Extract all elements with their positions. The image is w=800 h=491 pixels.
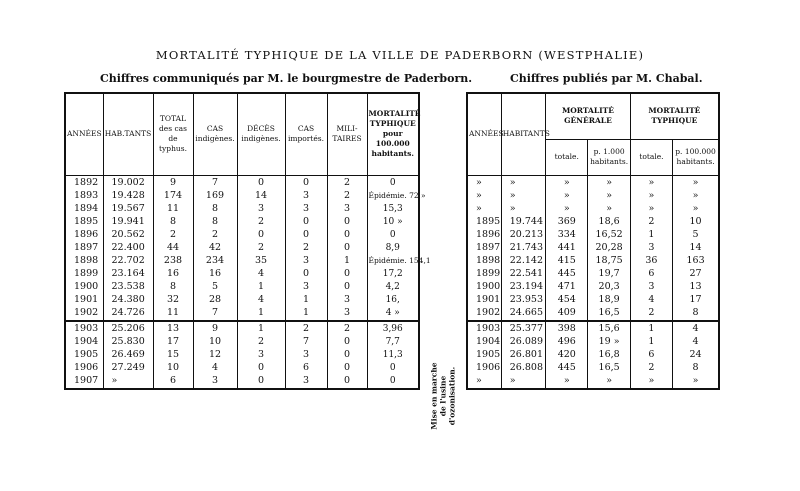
table-row: [65, 349, 419, 362]
cell-habitants: 25.377: [501, 321, 545, 336]
cell-annee: 1902: [476, 307, 501, 318]
cell-mt-tot: 3: [630, 281, 672, 294]
cell-habitants: 22.142: [501, 255, 545, 268]
header-mortalite: MORTALITÉ TYPHIQUE pour 100.000 habitants.: [367, 93, 419, 175]
cell-habitants: 24.665: [501, 307, 545, 321]
cell-mort: 17,2: [367, 268, 419, 281]
cell-total: 6: [153, 375, 193, 389]
cell-mort: 0: [367, 362, 419, 375]
cell-cas-imp: 6: [285, 362, 327, 375]
cell-habitants: 21.743: [501, 242, 545, 255]
cell-deces-ind: 35: [237, 255, 285, 268]
cell-annee: 1899: [476, 268, 501, 279]
table-row: [65, 268, 419, 281]
cell-mort: 7,7: [367, 336, 419, 349]
left-table: [64, 92, 431, 390]
cell-mg-tot: 454: [546, 294, 588, 307]
cell-mt-p: 17: [673, 294, 719, 307]
cell-cas-ind: 8: [193, 203, 237, 216]
cell-mil: 0: [327, 375, 367, 389]
table-row: [467, 175, 719, 190]
cell-annee: 1894: [74, 203, 99, 214]
cell-deces-ind: 0: [237, 362, 285, 375]
cell-annee: 1904: [74, 336, 99, 347]
cell-deces-ind: 14: [237, 190, 285, 203]
table-row: [65, 255, 419, 268]
cell-mort: 0: [367, 175, 419, 190]
cell-annee: 1904: [476, 336, 501, 347]
cell-mg-p: »: [588, 203, 630, 216]
table-row: [65, 175, 419, 190]
cell-habitants: 22.541: [501, 268, 545, 281]
cell-annee: 1898: [476, 255, 501, 266]
cell-annee: 1902: [74, 307, 99, 318]
cell-cas-imp: 0: [285, 268, 327, 281]
cell-total: 238: [153, 255, 193, 268]
cell-mort: Épidémie. 154,1: [367, 255, 419, 268]
cell-mg-tot: 445: [546, 362, 588, 375]
cell-habitants: 25.830: [103, 336, 153, 349]
cell-total: 17: [153, 336, 193, 349]
cell-mil: 0: [327, 281, 367, 294]
header-mortalite-typhique: MORTALITÉ TYPHIQUE: [630, 93, 719, 139]
cell-annee: »: [476, 190, 482, 201]
cell-cas-ind: 10: [193, 336, 237, 349]
cell-mil: 2: [327, 190, 367, 203]
cell-deces-ind: 2: [237, 336, 285, 349]
cell-mil: 0: [327, 242, 367, 255]
table-row: [467, 203, 719, 216]
header-habitants: HAB.TANTS: [103, 93, 153, 175]
cell-mt-tot: 1: [630, 336, 672, 349]
cell-mt-tot: »: [630, 190, 672, 203]
cell-habitants: 24.726: [103, 307, 153, 321]
right-table-header-row-top: [467, 93, 719, 139]
cell-mort: Épidémie. 72 »: [367, 190, 419, 203]
cell-mt-p: 4: [673, 336, 719, 349]
cell-habitants: »: [501, 190, 545, 203]
cell-habitants: 27.249: [103, 362, 153, 375]
cell-mg-p: 16,5: [588, 307, 630, 321]
cell-cas-imp: 0: [285, 216, 327, 229]
cell-mt-tot: 1: [630, 229, 672, 242]
cell-total: 9: [153, 175, 193, 190]
cell-habitants: 22.400: [103, 242, 153, 255]
side-note-line-2: de l'usine: [438, 375, 448, 417]
cell-habitants: »: [501, 203, 545, 216]
cell-habitants: 19.002: [103, 175, 153, 190]
header-mortalite-generale: MORTALITÉ GÉNÉRALE: [546, 93, 631, 139]
cell-habitants: »: [103, 375, 153, 389]
right-table-body: [467, 175, 719, 389]
cell-habitants: 23.164: [103, 268, 153, 281]
cell-total: 2: [153, 229, 193, 242]
table-row: [467, 190, 719, 203]
cell-habitants: 23.953: [501, 294, 545, 307]
cell-mort: 10 »: [367, 216, 419, 229]
cell-cas-imp: 3: [285, 190, 327, 203]
cell-mil: 3: [327, 307, 367, 321]
cell-cas-ind: 7: [193, 175, 237, 190]
cell-mg-p: 15,6: [588, 321, 630, 336]
header-annees-right: ANNÉES: [467, 93, 501, 175]
table-row: [65, 216, 419, 229]
cell-mg-tot: 415: [546, 255, 588, 268]
page-title: MORTALITÉ TYPHIQUE DE LA VILLE DE PADERBORN (WESTPHALIE): [155, 48, 645, 62]
cell-cas-ind: 234: [193, 255, 237, 268]
header-total: TOTAL des cas de typhus.: [153, 93, 193, 175]
table-row: [467, 281, 719, 294]
table-row: [467, 216, 719, 229]
cell-cas-imp: 1: [285, 307, 327, 321]
cell-deces-ind: 2: [237, 216, 285, 229]
cell-mil: 0: [327, 216, 367, 229]
cell-mg-p: »: [588, 190, 630, 203]
cell-habitants: 20.213: [501, 229, 545, 242]
cell-mg-p: 20,28: [588, 242, 630, 255]
cell-mt-tot: 3: [630, 242, 672, 255]
cell-mt-p: 163: [673, 255, 719, 268]
cell-cas-ind: 7: [193, 307, 237, 321]
cell-mg-tot: 369: [546, 216, 588, 229]
cell-mt-p: 4: [673, 321, 719, 336]
cell-annee: 1896: [74, 229, 99, 240]
cell-mil: 1: [327, 255, 367, 268]
cell-mt-tot: 6: [630, 268, 672, 281]
cell-mil: 0: [327, 229, 367, 242]
cell-mort: 15,3: [367, 203, 419, 216]
cell-habitants: 19.744: [501, 216, 545, 229]
cell-mg-tot: 441: [546, 242, 588, 255]
cell-cas-imp: 2: [285, 242, 327, 255]
table-row: [65, 321, 419, 336]
cell-deces-ind: 0: [237, 375, 285, 389]
cell-cas-ind: 28: [193, 294, 237, 307]
cell-mg-tot: 471: [546, 281, 588, 294]
cell-habitants: 26.808: [501, 362, 545, 375]
table-row: [65, 307, 419, 321]
table-row: [65, 294, 419, 307]
table-row: [65, 190, 419, 203]
cell-total: 174: [153, 190, 193, 203]
cell-annee: 1906: [74, 362, 99, 373]
cell-total: 13: [153, 321, 193, 336]
cell-deces-ind: 0: [237, 175, 285, 190]
table-row: [467, 321, 719, 336]
cell-mil: 0: [327, 336, 367, 349]
header-p100000: p. 100.000 habitants.: [673, 139, 719, 175]
cell-mt-p: 10: [673, 216, 719, 229]
left-table-body: [65, 175, 431, 389]
cell-total: 10: [153, 362, 193, 375]
cell-mt-p: 24: [673, 349, 719, 362]
cell-habitants: »: [501, 375, 545, 389]
cell-mg-tot: »: [546, 190, 588, 203]
cell-habitants: 26.801: [501, 349, 545, 362]
cell-annee: »: [476, 203, 482, 214]
table-row: [467, 229, 719, 242]
cell-deces-ind: 4: [237, 268, 285, 281]
cell-annee: 1903: [467, 321, 501, 336]
cell-cas-ind: 16: [193, 268, 237, 281]
cell-annee: 1901: [476, 294, 501, 305]
cell-mg-tot: 496: [546, 336, 588, 349]
cell-mt-p: »: [673, 375, 719, 389]
cell-mg-tot: »: [546, 203, 588, 216]
cell-mort: 4 »: [367, 307, 419, 321]
cell-annee: 1903: [65, 321, 103, 336]
cell-cas-ind: 3: [193, 375, 237, 389]
table-row: [467, 268, 719, 281]
cell-cas-imp: 0: [285, 175, 327, 190]
cell-mort: 11,3: [367, 349, 419, 362]
header-totale-1: totale.: [546, 139, 588, 175]
cell-annee: 1900: [74, 281, 99, 292]
table-row: [65, 203, 419, 216]
cell-mg-tot: 409: [546, 307, 588, 321]
cell-mt-p: 5: [673, 229, 719, 242]
cell-cas-ind: 4: [193, 362, 237, 375]
cell-habitants: 19.941: [103, 216, 153, 229]
cell-mg-tot: »: [546, 175, 588, 190]
cell-annee: 1895: [476, 216, 501, 227]
table-row: [467, 349, 719, 362]
cell-mil: 0: [327, 362, 367, 375]
table-row: [467, 362, 719, 375]
header-annees: ANNÉES: [65, 93, 103, 175]
cell-cas-imp: 3: [285, 281, 327, 294]
cell-habitants: 24.380: [103, 294, 153, 307]
cell-mt-tot: 2: [630, 362, 672, 375]
cell-total: 11: [153, 307, 193, 321]
table-row: [65, 375, 419, 389]
cell-annee: 1901: [74, 294, 99, 305]
cell-annee: 1897: [74, 242, 99, 253]
cell-cas-imp: 3: [285, 375, 327, 389]
table-row: [65, 362, 419, 375]
cell-total: 16: [153, 268, 193, 281]
cell-mt-p: »: [673, 190, 719, 203]
cell-mort: 3,96: [367, 321, 419, 336]
cell-mg-tot: 398: [546, 321, 588, 336]
cell-mt-p: 14: [673, 242, 719, 255]
cell-cas-imp: 0: [285, 229, 327, 242]
left-table-header-row: [65, 93, 419, 175]
cell-annee: 1905: [476, 349, 501, 360]
cell-total: 44: [153, 242, 193, 255]
cell-mort: 0: [367, 229, 419, 242]
cell-mort: 8,9: [367, 242, 419, 255]
cell-annee: 1893: [74, 190, 99, 201]
cell-annee: 1896: [476, 229, 501, 240]
cell-cas-imp: 3: [285, 255, 327, 268]
cell-mil: 0: [327, 268, 367, 281]
cell-cas-imp: 1: [285, 294, 327, 307]
cell-deces-ind: 3: [237, 349, 285, 362]
cell-mil: 0: [327, 349, 367, 362]
cell-mil: 3: [327, 294, 367, 307]
cell-habitants: 19.567: [103, 203, 153, 216]
cell-habitants: 26.469: [103, 349, 153, 362]
cell-mort: 0: [367, 375, 419, 389]
cell-mg-p: »: [588, 175, 630, 190]
table-row: [467, 242, 719, 255]
cell-cas-ind: 8: [193, 216, 237, 229]
subtitle-right: Chiffres publiés par M. Chabal.: [510, 72, 703, 85]
cell-cas-ind: 12: [193, 349, 237, 362]
cell-annee: »: [476, 176, 482, 188]
side-note-line-1: Mise en marche: [429, 362, 439, 430]
table-row: [467, 294, 719, 307]
cell-cas-imp: 7: [285, 336, 327, 349]
table-row: [467, 307, 719, 321]
header-cas-indigenes: CAS indigènes.: [193, 93, 237, 175]
cell-annee: »: [476, 375, 482, 386]
table-row: [65, 281, 419, 294]
cell-cas-imp: 3: [285, 349, 327, 362]
cell-cas-ind: 2: [193, 229, 237, 242]
cell-habitants: 20.562: [103, 229, 153, 242]
cell-annee: 1899: [74, 268, 99, 279]
cell-mt-tot: »: [630, 203, 672, 216]
header-militaires: MILI- TAIRES: [327, 93, 367, 175]
cell-mt-tot: 6: [630, 349, 672, 362]
cell-habitants: 22.702: [103, 255, 153, 268]
cell-habitants: »: [501, 175, 545, 190]
table-row: [467, 336, 719, 349]
cell-mil: 2: [327, 175, 367, 190]
cell-mt-tot: 36: [630, 255, 672, 268]
header-cas-importes: CAS importés.: [285, 93, 327, 175]
cell-total: 8: [153, 216, 193, 229]
cell-habitants: 19.428: [103, 190, 153, 203]
cell-deces-ind: 2: [237, 242, 285, 255]
cell-total: 32: [153, 294, 193, 307]
side-note-line-3: d'ozonisation.: [447, 366, 457, 426]
cell-cas-ind: 42: [193, 242, 237, 255]
cell-deces-ind: 1: [237, 281, 285, 294]
cell-mg-p: 18,9: [588, 294, 630, 307]
cell-mg-p: 18,75: [588, 255, 630, 268]
subtitle-left: Chiffres communiqués par M. le bourgmestre de Paderborn.: [100, 72, 473, 85]
cell-mt-p: 27: [673, 268, 719, 281]
cell-mg-p: 16,52: [588, 229, 630, 242]
cell-mt-tot: »: [630, 175, 672, 190]
cell-mg-p: 18,6: [588, 216, 630, 229]
table-row: [467, 375, 719, 389]
cell-annee: 1906: [476, 362, 501, 373]
cell-mg-p: 16,8: [588, 349, 630, 362]
header-p1000: p. 1.000 habitants.: [588, 139, 630, 175]
cell-deces-ind: 1: [237, 307, 285, 321]
cell-cas-ind: 169: [193, 190, 237, 203]
cell-mg-tot: 420: [546, 349, 588, 362]
cell-annee: 1905: [74, 349, 99, 360]
cell-annee: 1892: [74, 176, 99, 188]
cell-mt-tot: 4: [630, 294, 672, 307]
cell-habitants: 26.089: [501, 336, 545, 349]
cell-mg-tot: »: [546, 375, 588, 389]
cell-deces-ind: 4: [237, 294, 285, 307]
cell-mt-p: »: [673, 203, 719, 216]
cell-annee: 1898: [74, 255, 99, 266]
cell-total: 11: [153, 203, 193, 216]
cell-cas-imp: 2: [285, 321, 327, 336]
cell-mg-p: 19,7: [588, 268, 630, 281]
cell-deces-ind: 0: [237, 229, 285, 242]
right-table: [466, 92, 720, 390]
cell-mg-tot: 334: [546, 229, 588, 242]
cell-mt-tot: 2: [630, 307, 672, 321]
table-row: [467, 255, 719, 268]
cell-total: 8: [153, 281, 193, 294]
cell-annee: 1895: [74, 216, 99, 227]
cell-mt-p: »: [673, 175, 719, 190]
cell-mt-p: 8: [673, 362, 719, 375]
cell-annee: 1907: [74, 375, 99, 386]
header-habitants-right: HABITANTS: [501, 93, 545, 175]
cell-mil: 3: [327, 203, 367, 216]
cell-annee: 1897: [476, 242, 501, 253]
cell-cas-imp: 3: [285, 203, 327, 216]
cell-mt-p: 8: [673, 307, 719, 321]
cell-mt-tot: 1: [630, 321, 672, 336]
cell-mt-tot: 2: [630, 216, 672, 229]
cell-habitants: 25.206: [103, 321, 153, 336]
cell-mg-p: 19 »: [588, 336, 630, 349]
cell-mg-p: 20,3: [588, 281, 630, 294]
cell-cas-ind: 5: [193, 281, 237, 294]
cell-deces-ind: 3: [237, 203, 285, 216]
cell-mil: 2: [327, 321, 367, 336]
header-totale-2: totale.: [630, 139, 672, 175]
cell-mt-p: 13: [673, 281, 719, 294]
table-row: [65, 336, 419, 349]
cell-habitants: 23.538: [103, 281, 153, 294]
cell-mg-tot: 445: [546, 268, 588, 281]
cell-annee: 1900: [476, 281, 501, 292]
cell-total: 15: [153, 349, 193, 362]
cell-cas-ind: 9: [193, 321, 237, 336]
side-note: [423, 354, 463, 438]
cell-habitants: 23.194: [501, 281, 545, 294]
cell-mt-tot: »: [630, 375, 672, 389]
header-deces-indigenes: DÉCÈS indigènes.: [237, 93, 285, 175]
cell-mg-p: »: [588, 375, 630, 389]
cell-deces-ind: 1: [237, 321, 285, 336]
table-row: [65, 242, 419, 255]
table-row: [65, 229, 419, 242]
cell-mort: 16,: [367, 294, 419, 307]
cell-mort: 4,2: [367, 281, 419, 294]
cell-mg-p: 16,5: [588, 362, 630, 375]
